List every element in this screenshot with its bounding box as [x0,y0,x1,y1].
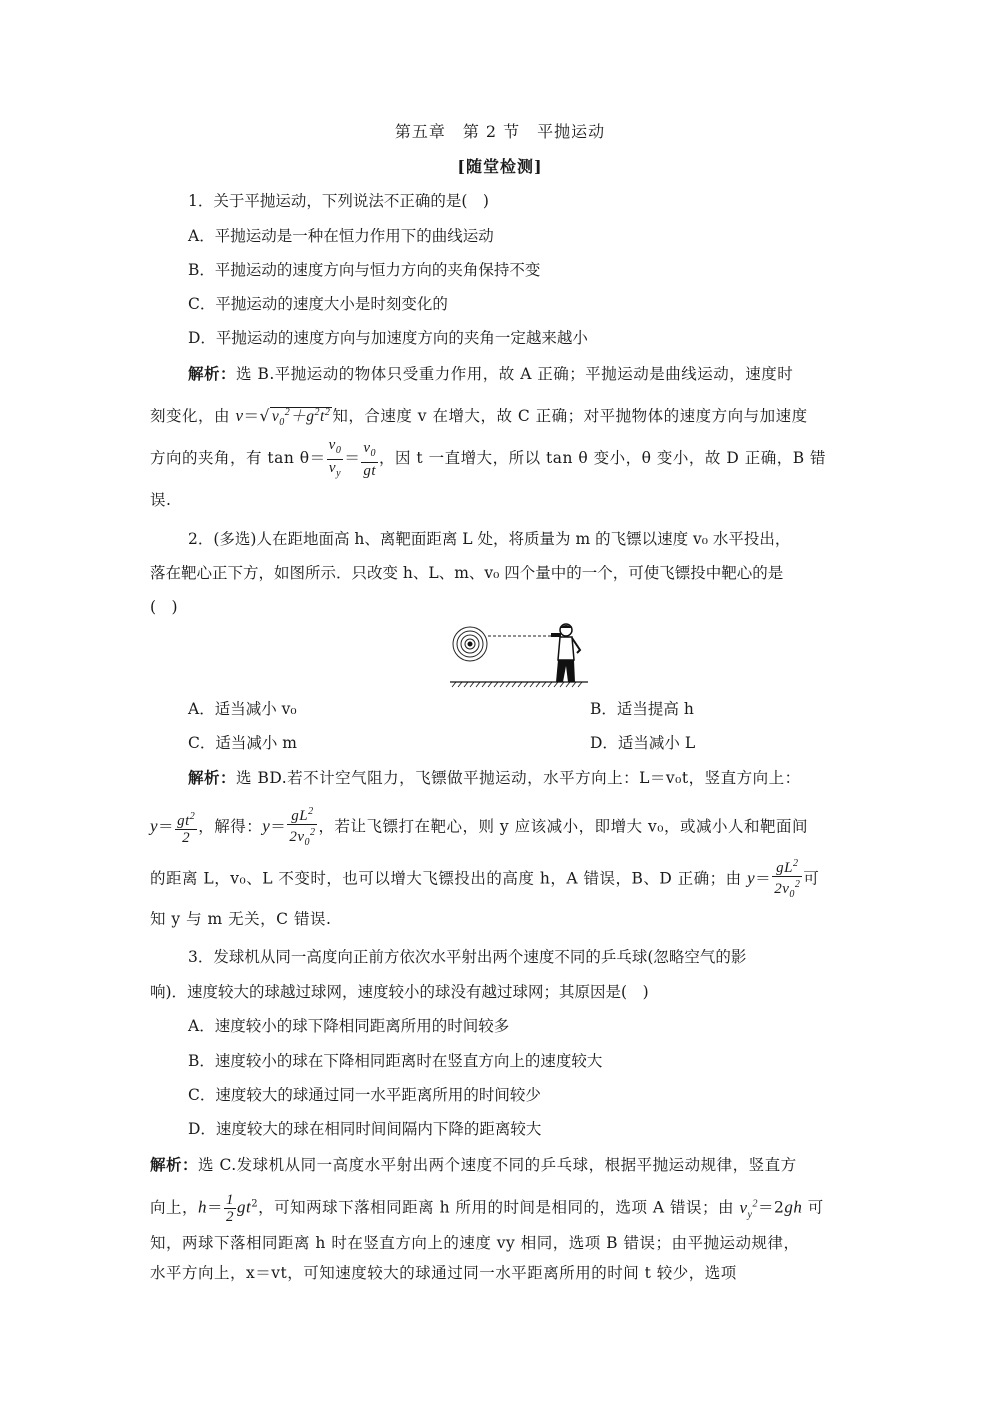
fraction-gL2-2v02: $\frac{gL^2}{2v_0^2}$ [289,806,316,848]
dartboard-icon [453,627,487,661]
q1-option-b: B．平抛运动的速度方向与恒力方向的夹角保持不变 [188,261,541,279]
fraction-v0-gt: $\frac{v_0}{gt}$ [363,439,376,479]
page-title: 第五章 第 2 节 平抛运动 [394,122,606,141]
q2-analysis-line-3: 的距离 L，v₀、L 不变时，也可以增大飞镖投出的高度 h，A 错误，B、D 正确；由 y＝ $\frac{gL^2}{2v_0^2}$ 可 [150,856,850,900]
section-subtitle: [随堂检测] [457,157,543,176]
q3-analysis-line-4: 水平方向上，x＝vt，可知速度较大的球通过同一水平距离所用的时间 t 较少，选项 [150,1264,737,1282]
q3-option-c: C．速度较大的球通过同一水平距离所用的时间较少 [188,1086,541,1104]
q3-stem-line-1: 3．发球机从同一高度向正前方依次水平射出两个速度不同的乒乓球(忽略空气的影 [188,948,747,966]
q2-analysis-line-4: 知 y 与 m 无关，C 错误. [150,910,332,928]
fraction-one-half: $\frac{1}{2}$ [226,1192,235,1226]
q3-option-d: D．速度较大的球在相同时间间隔内下降的距离较大 [188,1120,542,1138]
q1-option-c: C．平抛运动的速度大小是时刻变化的 [188,295,448,313]
fraction-v0-vy: $\frac{v_0}{v_y}$ [328,436,342,479]
formula-v: v＝√ $v_0^2+g^2t^2$ [235,406,331,429]
q1-analysis-line-2: 刻变化，由 v＝√ $v_0^2+g^2t^2$ 知，合速度 v 在增大，故 C 正确；对平抛物体的速度方向与加速度 [150,406,808,429]
fraction-gt2-2: $\frac{gt^2}{2}$ [177,811,196,846]
analysis-label: 解析： [150,1155,199,1174]
q1-analysis-line-3: 方向的夹角，有 tan θ＝ $\frac{v_0}{v_y}$ ＝ $\frac{v_0}{gt}$ ，因 t 一直增大，所以 tan θ 变小，θ 变小，故 D 正确，B 错 [150,436,850,480]
analysis-label: 解析： [188,364,237,383]
q1-analysis-line-4: 误. [150,491,172,509]
q3-analysis-line-2: 向上，h＝ $\frac{1}{2}$ $gt^2$，可知两球下落相同距离 h 所用的时间是相同的，选项 A 错误；由 $v_y^2=2gh$ 可 [150,1192,824,1226]
q2-stem-line-1: 2．(多选)人在距地面高 h、离靶面距离 L 处，将质量为 m 的飞镖以速度 v₀ 水平投出， [188,530,791,548]
q2-option-b: B．适当提高 h [590,700,694,718]
q2-analysis-line-1: 解析：选 BD.若不计空气阻力，飞镖做平抛运动，水平方向上：L＝v₀t，竖直方向上： [188,768,801,787]
analysis-label: 解析： [188,768,237,787]
q2-stem-line-3: ( ) [150,598,178,616]
q3-analysis-line-3: 知，两球下落相同距离 h 时在竖直方向上的速度 vy 相同，选项 B 错误；由平抛运动规律， [150,1234,800,1252]
ground-hatching [450,682,588,687]
q2-option-d: D．适当减小 L [590,734,696,752]
thrower-person-icon [551,624,580,682]
q1-option-d: D．平抛运动的速度方向与加速度方向的夹角一定越来越小 [188,329,588,347]
q1-stem: 1．关于平抛运动，下列说法不正确的是( ) [188,192,489,210]
q3-option-a: A．速度较小的球下降相同距离所用的时间较多 [188,1017,510,1035]
fraction-gL2-2v02: $\frac{gL^2}{2v_0^2}$ [774,858,801,900]
q2-analysis-line-2: y＝ $\frac{gt^2}{2}$ ，解得：y＝ $\frac{gL^2}{2v_0^2}$ ，若让飞镖打在靶心，则 y 应该减小，即增大 v₀，或减小人和靶面间 [150,804,850,848]
q2-option-a: A．适当减小 v₀ [188,700,297,718]
q1-option-a: A．平抛运动是一种在恒力作用下的曲线运动 [188,227,494,245]
dartboard-thrower-figure [448,620,588,688]
q3-stem-line-2: 响)．速度较大的球越过球网，速度较小的球没有越过球网；其原因是( ) [150,983,649,1001]
q3-analysis-line-1: 解析：选 C.发球机从同一高度水平射出两个速度不同的乒乓球，根据平抛运动规律，竖直方 [150,1155,797,1174]
q3-option-b: B．速度较小的球在下降相同距离时在竖直方向上的速度较大 [188,1052,603,1070]
q1-analysis-line-1: 解析：选 B.平抛运动的物体只受重力作用，故 A 正确；平抛运动是曲线运动，速度时 [188,364,794,383]
q2-stem-line-2: 落在靶心正下方，如图所示．只改变 h、L、m、v₀ 四个量中的一个，可使飞镖投中靶心的是 [150,564,784,582]
q2-option-c: C．适当减小 m [188,734,297,752]
